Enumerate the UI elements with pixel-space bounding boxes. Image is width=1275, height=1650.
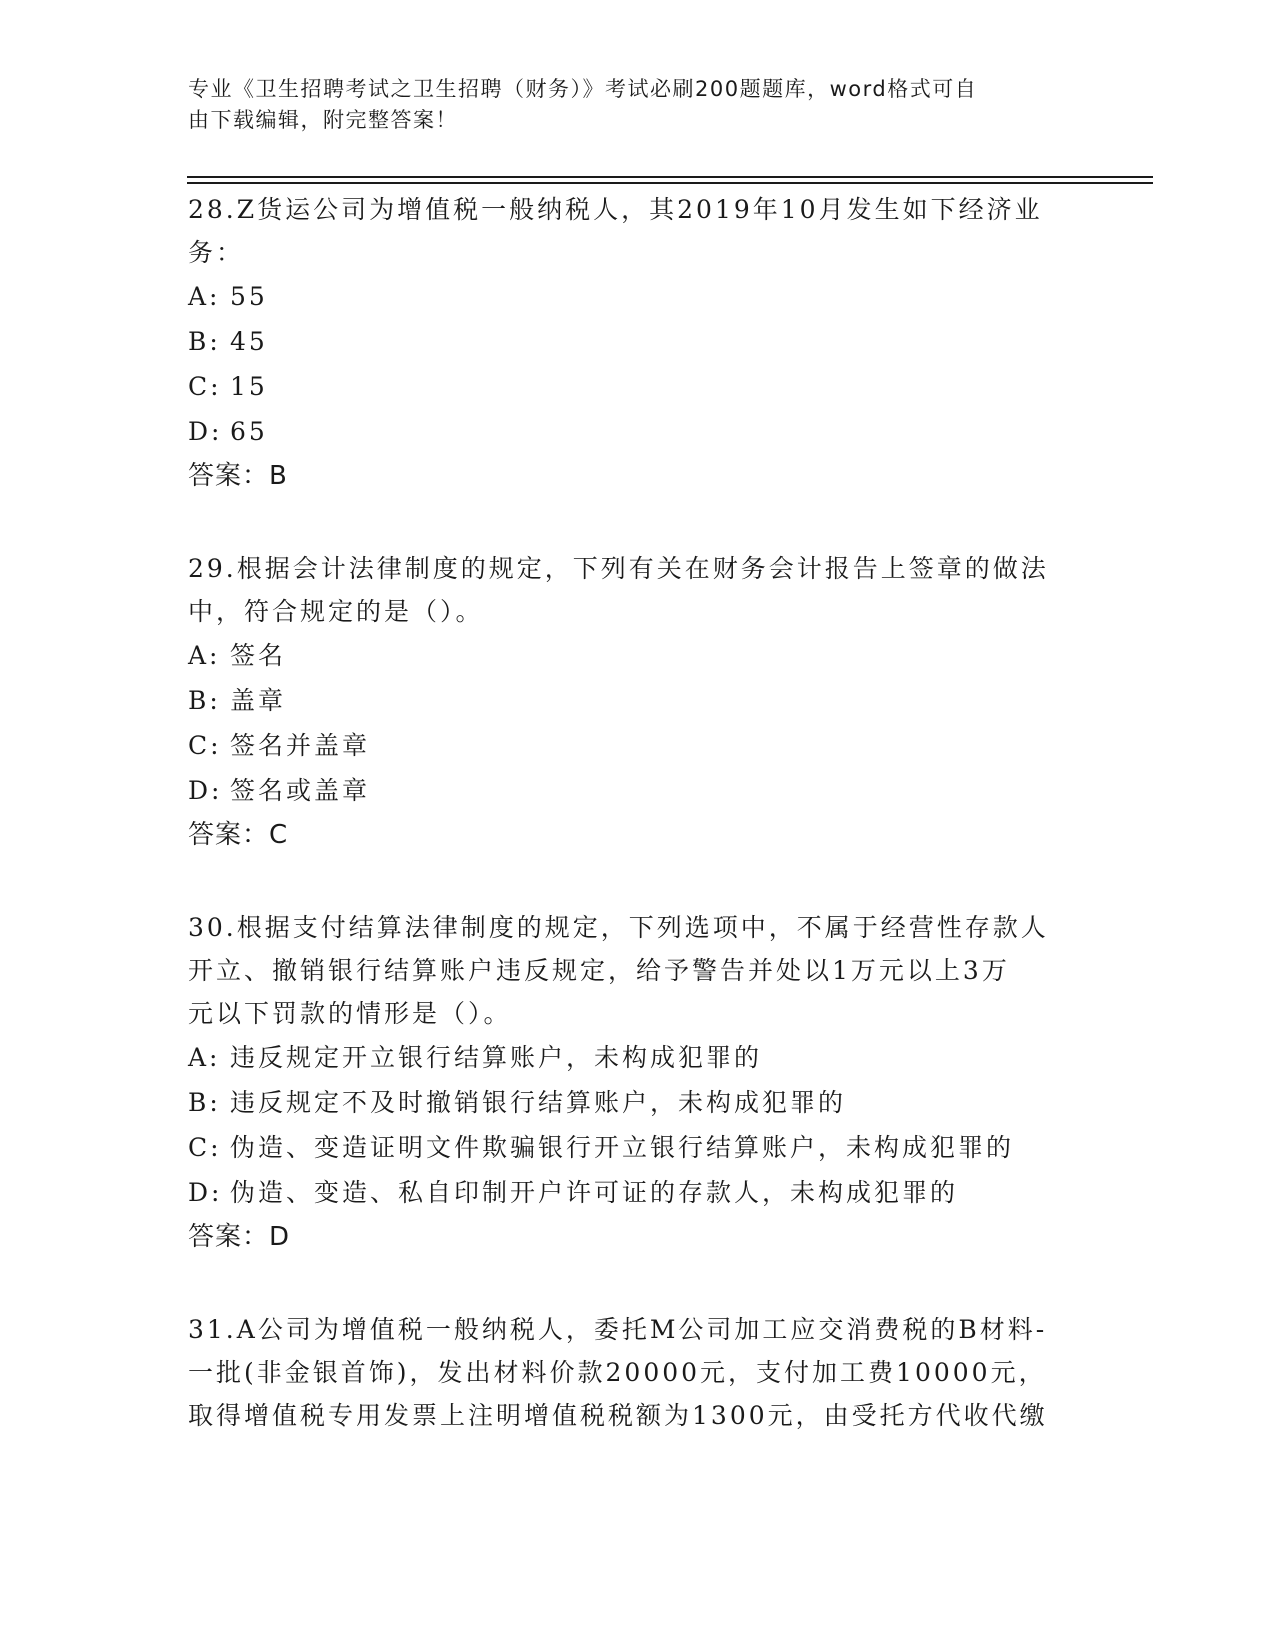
option-b [188, 678, 1088, 723]
question-stem-line: 30.根据支付结算法律制度的规定，下列选项中，不属于经营性存款人 [188, 913, 1049, 942]
question-list [188, 188, 1088, 1485]
question-stem-line: 29.根据会计法律制度的规定，下列有关在财务会计报告上签章的做法 [188, 554, 1049, 583]
answer-line: 答案：D [188, 1222, 291, 1252]
question-29 [188, 547, 1088, 858]
option-d [188, 768, 1088, 813]
answer-line: 答案：C [188, 820, 289, 850]
header-divider-top [187, 176, 1153, 178]
option-key: A: [188, 282, 221, 311]
option-key: C: [188, 731, 222, 760]
option-key: B: [188, 1088, 221, 1117]
option-b [188, 1080, 1088, 1125]
question-stem-line: 28.Z货运公司为增值税一般纳税人，其2019年10月发生如下经济业 [188, 195, 1043, 224]
option-b [188, 319, 1088, 364]
option-key: B: [188, 686, 221, 715]
question-stem-line: 中，符合规定的是（）。 [188, 597, 484, 626]
option-d [188, 409, 1088, 454]
option-key: A: [188, 641, 221, 670]
option-text: 伪造、变造证明文件欺骗银行开立银行结算账户，未构成犯罪的 [230, 1133, 1015, 1162]
option-key: C: [188, 1133, 222, 1162]
option-text: 伪造、变造、私自印制开户许可证的存款人，未构成犯罪的 [230, 1178, 959, 1207]
option-text: 违反规定不及时撤销银行结算账户，未构成犯罪的 [230, 1088, 847, 1117]
question-28 [188, 188, 1088, 499]
option-c [188, 1125, 1088, 1170]
question-30 [188, 906, 1088, 1260]
question-stem-line: 31.A公司为增值税一般纳税人，委托M公司加工应交消费税的B材料- [188, 1315, 1048, 1344]
option-text: 55 [230, 282, 268, 311]
option-text: 65 [230, 417, 268, 446]
question-31 [188, 1308, 1088, 1437]
option-text: 签名或盖章 [230, 776, 371, 805]
header-divider-bottom [187, 182, 1153, 184]
option-a [188, 633, 1088, 678]
option-key: D: [188, 417, 223, 446]
document-header [188, 74, 1068, 136]
option-c [188, 364, 1088, 409]
question-stem-line: 元以下罚款的情形是（）。 [188, 999, 512, 1028]
header-line-1: 专业《卫生招聘考试之卫生招聘（财务）》考试必刷200题题库，word格式可自 [188, 77, 978, 101]
option-key: D: [188, 1178, 223, 1207]
option-key: B: [188, 327, 221, 356]
question-stem-line: 开立、撤销银行结算账户违反规定，给予警告并处以1万元以上3万 [188, 956, 1010, 985]
option-text: 违反规定开立银行结算账户，未构成犯罪的 [230, 1043, 763, 1072]
option-a [188, 274, 1088, 319]
header-line-2: 由下载编辑，附完整答案！ [188, 108, 458, 132]
option-key: D: [188, 776, 223, 805]
question-stem-line: 取得增值税专用发票上注明增值税税额为1300元，由受托方代收代缴 [188, 1401, 1048, 1430]
option-text: 盖章 [230, 686, 287, 715]
answer-line: 答案：B [188, 461, 288, 491]
option-key: A: [188, 1043, 221, 1072]
option-text: 15 [230, 372, 268, 401]
option-d [188, 1170, 1088, 1215]
question-stem-line: 一批(非金银首饰)，发出材料价款20000元，支付加工费10000元， [188, 1358, 1047, 1387]
option-text: 45 [230, 327, 268, 356]
option-text: 签名 [230, 641, 287, 670]
option-text: 签名并盖章 [230, 731, 371, 760]
option-a [188, 1035, 1088, 1080]
option-key: C: [188, 372, 222, 401]
question-stem-line: 务： [188, 238, 245, 267]
option-c [188, 723, 1088, 768]
